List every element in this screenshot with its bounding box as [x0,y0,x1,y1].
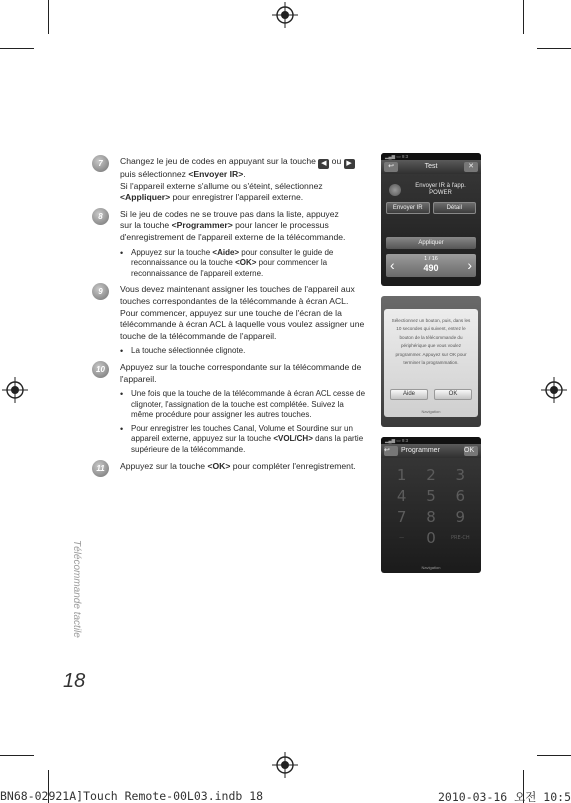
step-text: Vous devez maintenant assigner les touches de l'appareil aux touches correspondantes de la télécommande à écran ACL. Pour commencer, appuyez sur une touche de l'écran de la télécommande à écran ACL à laquelle vous voulez assigner une touche de la télécommande de l'appareil. [120,284,365,341]
key-6[interactable]: 6 [455,487,466,505]
key-dash[interactable]: — [399,535,405,541]
step-number: 11 [92,460,109,477]
bullet-list [120,389,367,456]
key-1[interactable]: 1 [396,466,407,484]
help-button[interactable]: Aide [390,389,428,400]
code-value: 490 [423,263,439,273]
step-text: Appuyez sur la touche <OK> pour compléter l'enregistrement. [120,460,356,471]
step-8 [92,209,367,280]
step-10 [92,362,367,456]
list-item: • Appuyez sur la touche <Aide> pour consulter le guide de reconnaissance ou la touche <OK> pour commencer la reconnaissance de l'appareil externe. [120,248,367,280]
bullet-list [120,346,367,357]
dialog-buttons [390,389,472,400]
step-9 [92,284,367,357]
device-icon [389,184,401,196]
crop-mark [0,48,34,49]
step-text: Appuyez sur la touche correspondante sur la télécommande de l'appareil. [120,361,362,384]
step-11 [92,461,367,473]
section-side-label: Télécommande tactile [71,540,82,638]
crop-mark [0,755,34,756]
prev-arrow-icon: ◀ [318,159,329,169]
keypad [381,458,481,547]
crop-mark [537,755,571,756]
key-9[interactable]: 9 [455,508,466,526]
key-2[interactable]: 2 [426,466,436,484]
list-item: • Pour enregistrer les touches Canal, Volume et Sourdine sur un appareil externe, appuyez sur la touche <VOL/CH> dans la partie supérieure de la télécommande. [120,424,367,456]
instruction-steps [92,156,367,477]
registration-mark-icon [2,377,28,403]
dialog [384,309,478,417]
screen-title: Test [424,163,438,170]
step-text: Si le jeu de codes ne se trouve pas dans la liste, appuyez sur la touche <Programmer> pour lancer le processus d'enregistrement de l'appareil externe de la télécommande. [120,208,346,242]
print-footer-right: 2010-03-16 오전 10:5 [438,790,571,803]
prev-code-icon[interactable]: ‹ [390,257,395,273]
key-3[interactable]: 3 [455,466,466,484]
step-text: Changez le jeu de codes en appuyant sur la touche ◀ ou ▶ puis sélectionnez <Envoyer IR>. Si l'appareil externe s'allume ou s'éteint, sélectionnez <Appliquer> pour enregistrer l'appareil externe. [120,156,367,204]
ok-button[interactable]: OK [464,446,478,456]
detail-button[interactable]: Détail [433,202,477,214]
list-item: • La touche sélectionnée clignote. [120,346,367,357]
close-icon[interactable]: ✕ [464,162,478,172]
print-footer-left: BN68-02921A]Touch Remote-00L03.indb 18 [0,789,264,803]
key-0[interactable]: 0 [426,529,436,547]
crop-mark [523,0,524,34]
registration-mark-icon [272,2,298,28]
step-number: 10 [92,361,109,378]
page-number: 18 [63,670,86,692]
navigation-label: Navigation [421,409,441,414]
registration-mark-icon [541,377,567,403]
list-item: • Une fois que la touche de la télécommande à écran ACL cesse de clignoter, l'assignation de la touche est complétée. Suivez la même procédure pour assigner les autres touches. [120,389,367,421]
screen-title: Programmer [401,447,440,454]
apply-button[interactable]: Appliquer [386,237,476,249]
program-dialog-screen [381,296,481,427]
next-code-icon[interactable]: › [467,257,472,273]
bullet-list [120,248,367,280]
page-indicator: 1 / 16 [424,256,438,262]
status-bar: ▂▄▆ ▭ 9:3 [381,153,481,160]
step-number: 8 [92,208,109,225]
test-screen [381,153,481,286]
step-7 [92,156,367,204]
key-4[interactable]: 4 [396,487,407,505]
card-text: Envoyer IR à l'app. POWER [415,182,466,196]
send-ir-button[interactable]: Envoyer IR [386,202,430,214]
crop-mark [48,0,49,34]
next-arrow-icon: ▶ [344,159,355,169]
key-pre-ch[interactable]: PRE-CH [450,535,470,541]
button-row [386,202,476,214]
key-7[interactable]: 7 [396,508,407,526]
status-bar: ▂▄▆ ▭ 9:3 [381,437,481,444]
step-number: 9 [92,283,109,300]
title-bar [381,444,481,458]
crop-mark [537,48,571,49]
dialog-text: Sélectionnez un bouton, puis, dans les 10 secondes qui suivent, entrez le bouton de la télécommande du périphérique que vous voulez programmer. Appuyez sur OK pour terminer la programmation. [391,318,471,366]
key-5[interactable]: 5 [426,487,436,505]
title-bar [381,160,481,174]
key-8[interactable]: 8 [426,508,436,526]
back-icon[interactable]: ↩ [384,446,398,456]
code-stepper [386,254,476,277]
step-number: 7 [92,155,109,172]
ok-button[interactable]: OK [434,389,472,400]
send-ir-card [386,180,476,199]
program-screen [381,437,481,573]
navigation-label: Navigation [421,565,441,570]
registration-mark-icon [272,752,298,778]
back-icon[interactable]: ↩ [384,162,398,172]
